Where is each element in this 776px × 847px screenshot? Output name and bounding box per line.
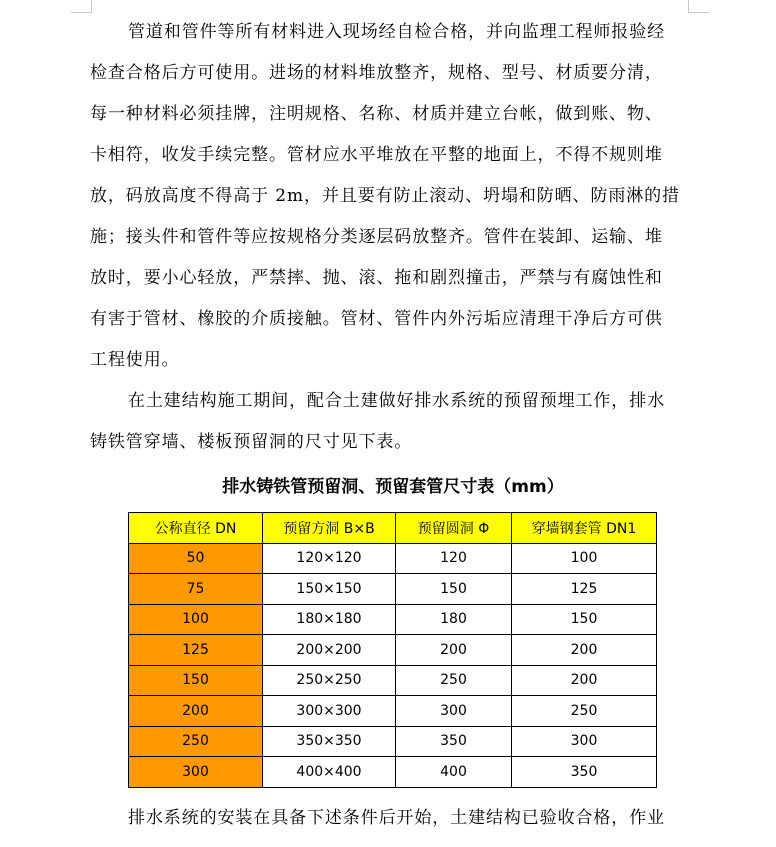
document-page bbox=[90, 12, 696, 502]
page-corner-mark-left bbox=[71, 0, 92, 13]
cell-dn: 125 bbox=[129, 635, 263, 666]
paragraph-line: 有害于管材、橡胶的介质接触。管材、管件内外污垢应清理干净后方可供 bbox=[90, 309, 663, 329]
cell-round: 180 bbox=[396, 604, 512, 635]
paragraph-line: 放时，要小心轻放，严禁摔、抛、滚、拖和剧烈撞击，严禁与有腐蚀性和 bbox=[90, 268, 663, 288]
table-row bbox=[129, 543, 657, 574]
cell-dn: 200 bbox=[129, 696, 263, 727]
cell-dn: 75 bbox=[129, 574, 263, 605]
cell-sleeve: 200 bbox=[512, 665, 657, 696]
table-row bbox=[129, 635, 657, 666]
cell-sleeve: 250 bbox=[512, 696, 657, 727]
paragraph-installation bbox=[90, 798, 696, 839]
paragraph-materials bbox=[90, 12, 696, 381]
size-table bbox=[128, 512, 657, 788]
paragraph-line: 在土建结构施工期间，配合土建做好排水系统的预留预埋工作，排水 bbox=[128, 391, 665, 411]
cell-dn: 250 bbox=[129, 726, 263, 757]
cell-dn: 100 bbox=[129, 604, 263, 635]
cell-round: 250 bbox=[396, 665, 512, 696]
cell-round: 150 bbox=[396, 574, 512, 605]
cell-square: 150×150 bbox=[263, 574, 396, 605]
paragraph-preembedding bbox=[90, 381, 696, 463]
cell-round: 400 bbox=[396, 757, 512, 788]
header-dn: 公称直径 DN bbox=[129, 513, 263, 544]
cell-square: 300×300 bbox=[263, 696, 396, 727]
table-header-row bbox=[129, 513, 657, 544]
table-row bbox=[129, 574, 657, 605]
cell-dn: 50 bbox=[129, 543, 263, 574]
table-title: 排水铸铁管预留洞、预留套管尺寸表（mm） bbox=[222, 477, 564, 497]
paragraph-line: 工程使用。 bbox=[90, 350, 180, 370]
document-page-bottom bbox=[90, 798, 696, 839]
cell-round: 120 bbox=[396, 543, 512, 574]
table-row bbox=[129, 665, 657, 696]
cell-round: 200 bbox=[396, 635, 512, 666]
cell-sleeve: 350 bbox=[512, 757, 657, 788]
cell-square: 180×180 bbox=[263, 604, 396, 635]
cell-dn: 150 bbox=[129, 665, 263, 696]
table-row bbox=[129, 757, 657, 788]
cell-sleeve: 200 bbox=[512, 635, 657, 666]
cell-square: 400×400 bbox=[263, 757, 396, 788]
cell-square: 120×120 bbox=[263, 543, 396, 574]
cell-square: 200×200 bbox=[263, 635, 396, 666]
paragraph-line: 检查合格后方可使用。进场的材料堆放整齐，规格、型号、材质要分清， bbox=[90, 63, 663, 83]
header-round-hole: 预留圆洞 Φ bbox=[396, 513, 512, 544]
table-row bbox=[129, 696, 657, 727]
cell-round: 350 bbox=[396, 726, 512, 757]
paragraph-line: 铸铁管穿墙、楼板预留洞的尺寸见下表。 bbox=[90, 432, 413, 452]
paragraph-line: 放，码放高度不得高于 2m，并且要有防止滚动、坍塌和防晒、防雨淋的措 bbox=[90, 186, 680, 206]
cell-square: 350×350 bbox=[263, 726, 396, 757]
table-row bbox=[129, 726, 657, 757]
header-square-hole: 预留方洞 B×B bbox=[263, 513, 396, 544]
table-row bbox=[129, 604, 657, 635]
cell-sleeve: 150 bbox=[512, 604, 657, 635]
cell-round: 300 bbox=[396, 696, 512, 727]
paragraph-line: 每一种材料必须挂牌，注明规格、名称、材质并建立台帐，做到账、物、 bbox=[90, 104, 663, 124]
header-steel-sleeve: 穿墙钢套管 DN1 bbox=[512, 513, 657, 544]
cell-sleeve: 125 bbox=[512, 574, 657, 605]
cell-square: 250×250 bbox=[263, 665, 396, 696]
cell-dn: 300 bbox=[129, 757, 263, 788]
paragraph-line: 施；接头件和管件等应按规格分类逐层码放整齐。管件在装卸、运输、堆 bbox=[90, 227, 663, 247]
paragraph-line: 卡相符，收发手续完整。管材应水平堆放在平整的地面上，不得不规则堆 bbox=[90, 145, 663, 165]
paragraph-line: 管道和管件等所有材料进入现场经自检合格，并向监理工程师报验经 bbox=[128, 22, 665, 42]
paragraph-line: 排水系统的安装在具备下述条件后开始，土建结构已验收合格，作业 bbox=[128, 808, 665, 828]
cell-sleeve: 100 bbox=[512, 543, 657, 574]
cell-sleeve: 300 bbox=[512, 726, 657, 757]
